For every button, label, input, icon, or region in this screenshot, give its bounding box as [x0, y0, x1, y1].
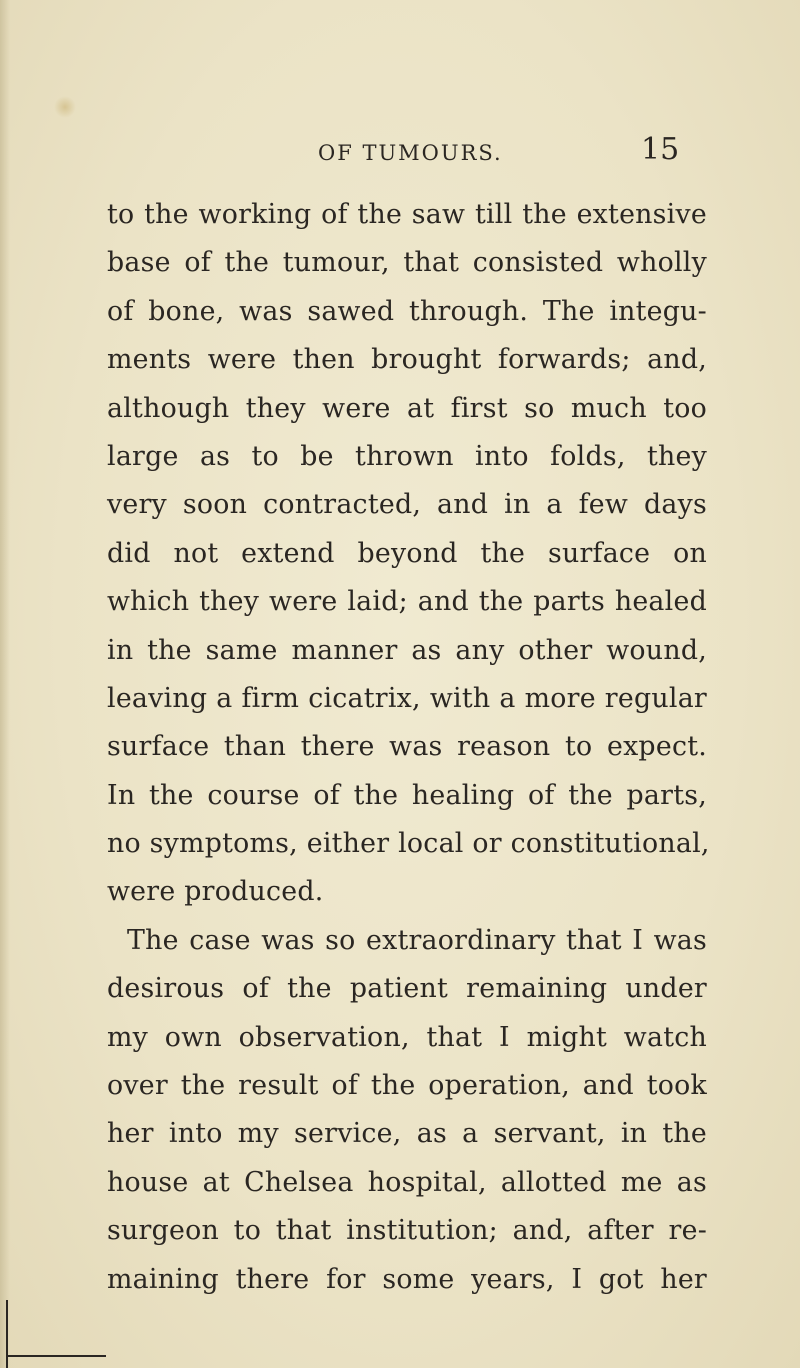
paragraph-first-line: The case was so extraordinary that I was [127, 924, 707, 956]
paper-stain [54, 96, 76, 118]
text-line: which they were laid; and the parts healed [107, 586, 707, 618]
page-number: 15 [641, 132, 680, 167]
text-line: ments were then brought forwards; and, [107, 344, 707, 376]
text-line: her into my service, as a servant, in the [107, 1118, 707, 1150]
text-line: my own observation, that I might watch [107, 1021, 707, 1053]
text-line: to the working of the saw till the extensive [107, 199, 707, 230]
body-text [107, 191, 710, 1304]
text-line: no symptoms, either local or constitutional, [107, 828, 710, 860]
text-line: In the course of the healing of the parts, [107, 779, 707, 811]
text-line: surgeon to that institution; and, after re- [107, 1215, 707, 1247]
text-line: over the result of the operation, and took [107, 1070, 707, 1102]
text-line: of bone, was sawed through. The integu- [107, 295, 707, 327]
text-line: large as to be thrown into folds, they [107, 440, 707, 472]
text-line: maining there for some years, I got her [107, 1263, 707, 1295]
text-line: in the same manner as any other wound, [107, 634, 707, 666]
text-line: desirous of the patient remaining under [107, 973, 707, 1005]
text-line: were produced. [107, 876, 324, 908]
text-line: very soon contracted, and in a few days [107, 489, 707, 521]
corner-rule-vertical [6, 1300, 8, 1368]
text-line: house at Chelsea hospital, allotted me as [107, 1166, 707, 1198]
running-title: OF TUMOURS. [318, 141, 503, 165]
text-line: base of the tumour, that consisted wholly [107, 247, 707, 279]
page-gutter-shadow [0, 0, 10, 1368]
corner-rule-horizontal [6, 1355, 106, 1357]
text-line: did not extend beyond the surface on [107, 537, 707, 569]
text-line: surface than there was reason to expect. [107, 731, 707, 763]
text-line: leaving a firm cicatrix, with a more regular [107, 682, 707, 714]
text-line: although they were at first so much too [107, 392, 707, 424]
